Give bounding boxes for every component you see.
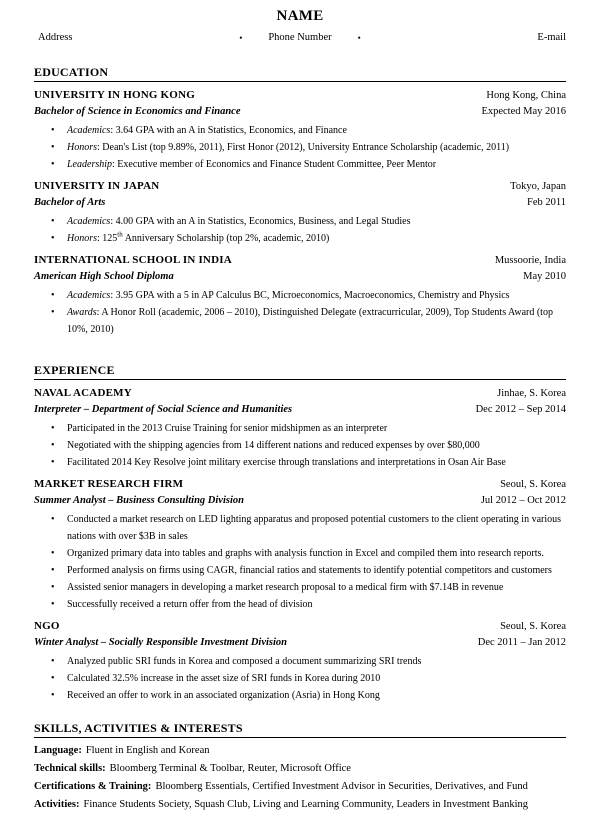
experience-entry [34,476,566,613]
section-skills [34,721,566,813]
bullet-item: • Negotiated with the shipping agencies from 14 different nations and reduced expenses by over $80,000 [50,437,566,454]
experience-entry [34,618,566,704]
skill-label: Certifications & Training: [34,781,152,792]
bullet-list [50,420,566,471]
skill-text: Bloomberg Essentials, Certified Investment Advisor in Securities, Derivatives, and Fund [155,781,528,792]
date-range: Expected May 2016 [481,106,566,117]
degree-title: American High School Diploma [34,271,174,282]
bullet-separator-icon: • [239,33,243,43]
education-entry [34,87,566,173]
contact-phone: Phone Number [268,32,332,43]
entry-subheader-row [34,269,566,285]
entry-header-row [34,385,566,402]
skill-text: Fluent in English and Korean [85,745,210,756]
skill-label: Technical skills: [34,763,106,774]
org-location: Mussoorie, India [494,255,566,266]
entry-subheader-row [34,104,566,120]
skill-text: Bloomberg Terminal & Toolbar, Reuter, Microsoft Office [109,763,351,774]
skill-line [34,797,566,813]
section-education [34,65,566,338]
entry-subheader-row [34,493,566,509]
bullet-separator-icon: • [357,33,361,43]
bullet-item: • Successfully received a return offer from the head of division [50,596,566,613]
contact-address: Address [38,32,73,43]
date-range: Dec 2011 – Jan 2012 [477,637,566,648]
bullet-item: • Honors: 125th Anniversary Scholarship (top 2%, academic, 2010) [50,230,566,247]
contact-center [239,31,361,45]
entry-subheader-row [34,195,566,211]
bullet-list [50,213,566,247]
job-title: Winter Analyst – Socially Responsible Investment Division [34,637,287,648]
skill-text: Finance Students Society, Squash Club, Living and Learning Community, Leaders in Investment Banking [83,799,529,810]
ordinal-superscript: th [117,230,123,239]
skill-line [34,743,566,759]
bullet-item: • Received an offer to work in an associated organization (Asria) in Hong Kong [50,687,566,704]
bullet-item: • Assisted senior managers in developing a market research proposal to a medical firm with $7.14B in revenue [50,579,566,596]
skill-line [34,761,566,777]
bullet-list [50,287,566,338]
org-location: Jinhae, S. Korea [497,388,566,399]
entry-subheader-row [34,402,566,418]
bullet-item: • Conducted a market research on LED lighting apparatus and proposed potential customers to the client operating in various nations with over $3B in sales [50,511,566,545]
education-entry [34,252,566,338]
bullet-item: • Academics: 3.95 GPA with a 5 in AP Calculus BC, Microeconomics, Macroeconomics, Chemistry and Physics [50,287,566,304]
org-location: Seoul, S. Korea [500,621,566,632]
bullet-item: • Participated in the 2013 Cruise Training for senior midshipmen as an interpreter [50,420,566,437]
org-name: NGO [34,620,60,632]
org-location: Tokyo, Japan [510,181,566,192]
degree-title: Bachelor of Arts [34,197,106,208]
contact-row [34,31,566,45]
entry-header-row [34,178,566,195]
contact-email: E-mail [537,32,566,43]
bullet-item: • Analyzed public SRI funds in Korea and composed a document summarizing SRI trends [50,653,566,670]
section-title: EXPERIENCE [34,363,566,380]
bullet-item: • Facilitated 2014 Key Resolve joint military exercise through translations and interpretations in Osan Air Base [50,454,566,471]
section-title: EDUCATION [34,65,566,82]
job-title: Summer Analyst – Business Consulting Division [34,495,244,506]
entry-header-row [34,252,566,269]
bullet-list [50,122,566,173]
date-range: Dec 2012 – Sep 2014 [475,404,566,415]
job-title: Interpreter – Department of Social Science and Humanities [34,404,293,415]
candidate-name: NAME [276,8,324,24]
entry-subheader-row [34,635,566,651]
bullet-item: • Calculated 32.5% increase in the asset size of SRI funds in Korea during 2010 [50,670,566,687]
entry-header-row [34,87,566,104]
org-name: UNIVERSITY IN HONG KONG [34,89,195,101]
org-name: NAVAL ACADEMY [34,387,132,399]
date-range: May 2010 [523,271,566,282]
section-experience [34,363,566,704]
skill-label: Activities: [34,799,80,810]
entry-header-row [34,476,566,493]
bullet-item: • Performed analysis on firms using CAGR, financial ratios and statements to identify potential competitors and customers [50,562,566,579]
education-entry [34,178,566,247]
skill-line [34,779,566,795]
bullet-item: • Awards: A Honor Roll (academic, 2006 – 2010), Distinguished Delegate (extracurricular, 2009), Top Students Award (top 10%, 2010) [50,304,566,338]
org-location: Hong Kong, China [486,90,566,101]
date-range: Feb 2011 [527,197,566,208]
bullet-list [50,511,566,613]
skill-label: Language: [34,745,82,756]
bullet-item: • Academics: 4.00 GPA with an A in Statistics, Economics, Business, and Legal Studies [50,213,566,230]
date-range: Jul 2012 – Oct 2012 [480,495,566,506]
experience-entry [34,385,566,471]
org-location: Seoul, S. Korea [500,479,566,490]
org-name: MARKET RESEARCH FIRM [34,478,184,490]
bullet-item: • Organized primary data into tables and graphs with analysis function in Excel and compiled them into research reports. [50,545,566,562]
degree-title: Bachelor of Science in Economics and Finance [34,106,241,117]
bullet-item: • Leadership: Executive member of Economics and Finance Student Committee, Peer Mentor [50,156,566,173]
bullet-list [50,653,566,704]
section-title: SKILLS, ACTIVITIES & INTERESTS [34,721,566,738]
bullet-item: • Honors: Dean's List (top 9.89%, 2011), First Honor (2012), University Entrance Scholarship (academic, 2011) [50,139,566,156]
bullet-item: • Academics: 3.64 GPA with an A in Statistics, Economics, and Finance [50,122,566,139]
org-name: INTERNATIONAL SCHOOL IN INDIA [34,254,232,266]
entry-header-row [34,618,566,635]
org-name: UNIVERSITY IN JAPAN [34,180,160,192]
